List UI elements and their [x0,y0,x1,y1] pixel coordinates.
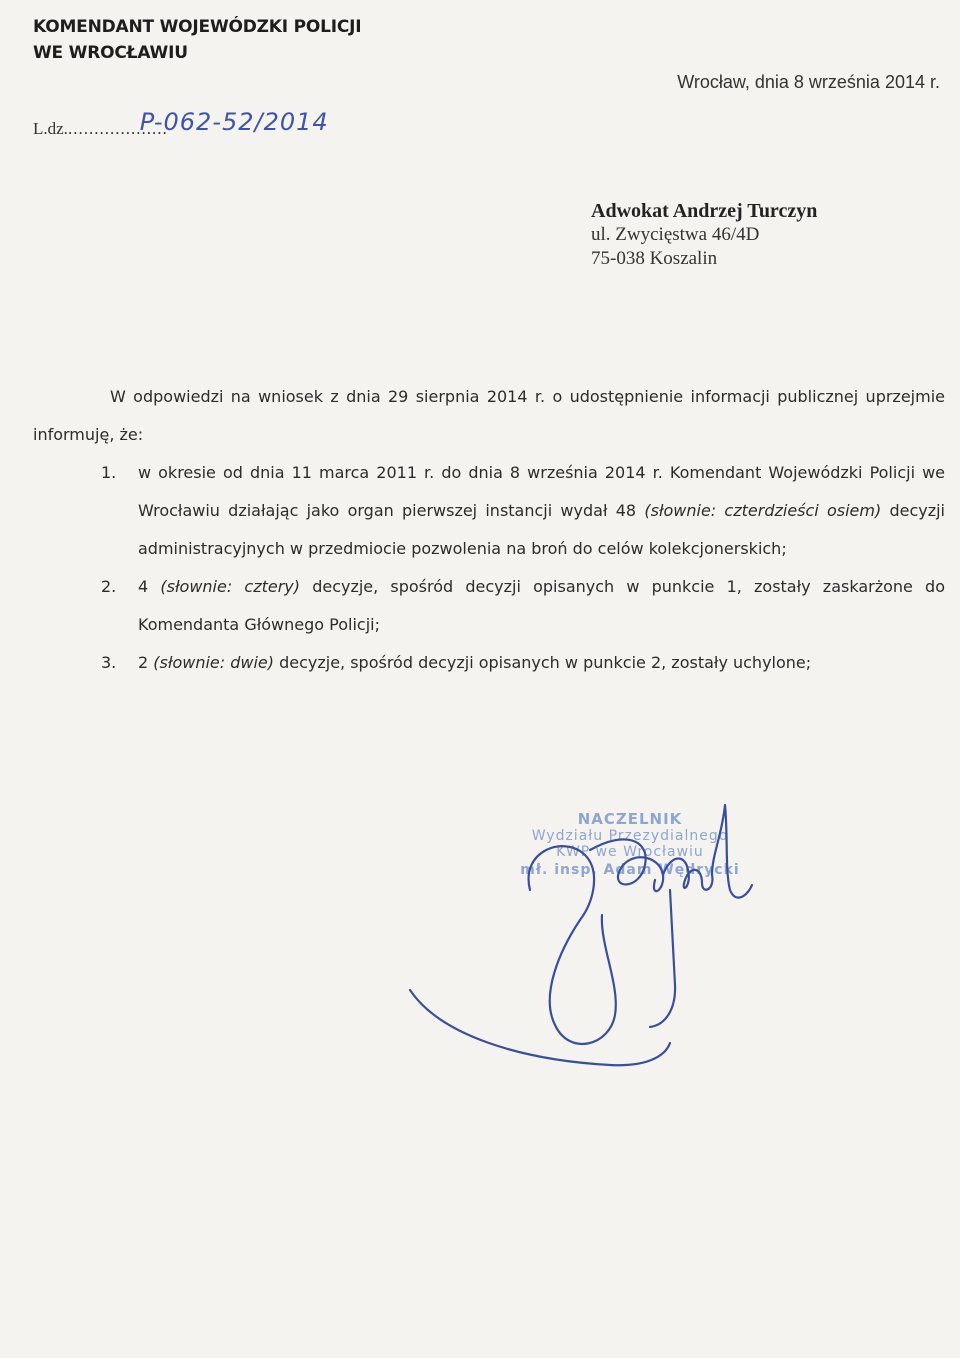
item-text: w okresie od dnia 11 marca 2011 r. do dnia 8 września 2014 r. Komendant Wojewódzki Policji we Wrocławiu działając jako organ pierwszej instancji wydał 48 [138,463,945,520]
item-words: (słownie: czterdzieści osiem) [644,501,882,520]
stamp-title: NACZELNIK [577,810,683,828]
letter-body [33,378,945,682]
addressee-block [591,199,817,271]
findings-list [33,454,945,682]
item-text: 2 [138,653,154,672]
item-number: 2. [101,577,117,596]
handwritten-signature [380,795,760,1095]
list-item-1 [33,454,945,568]
item-number: 1. [101,463,117,482]
item-text-rest: decyzji administracyjnych w przedmiocie pozwolenia na broń do celów kolekcjonerskich; [138,501,946,558]
reference-number [33,108,357,140]
issuer-line-2: WE WROCŁAWIU [33,43,188,63]
item-words: (słownie: cztery) [160,577,301,596]
item-text-rest: decyzje, spośród decyzji opisanych w punkcie 1, zostały zaskarżone do Komendanta Głównego Policji; [138,577,946,634]
item-text: 4 [138,577,161,596]
list-item-3 [33,644,945,682]
addressee-name: Adwokat Andrzej Turczyn [591,200,818,222]
place-date: Wrocław, dnia 8 września 2014 r. [677,72,940,92]
issuer-header [33,14,361,66]
issuer-line-1: KOMENDANT WOJEWÓDZKI POLICJI [33,17,362,37]
intro-paragraph: W odpowiedzi na wniosek z dnia 29 sierpnia 2014 r. o udostępnienie informacji publicznej uprzejmie informuję, że: [33,387,945,444]
stamp-line-2: KWP we Wrocławiu [556,844,704,860]
handwritten-reference: P-062-52/2014 [139,108,329,136]
reference-label: L.dz. [33,119,68,138]
addressee-street: ul. Zwycięstwa 46/4D [591,224,760,245]
item-words: (słownie: dwie) [153,653,274,672]
stamp-line-1: Wydziału Przezydialnego [531,828,729,844]
item-text-rest: decyzje, spośród decyzji opisanych w punkcie 2, zostały uchylone; [274,653,812,672]
list-item-2 [33,568,945,644]
addressee-city: 75-038 Koszalin [591,248,718,269]
item-number: 3. [101,653,117,672]
stamp-name: mł. insp. Adam Wędrycki [520,862,740,878]
reference-dots: ................... [67,119,168,138]
